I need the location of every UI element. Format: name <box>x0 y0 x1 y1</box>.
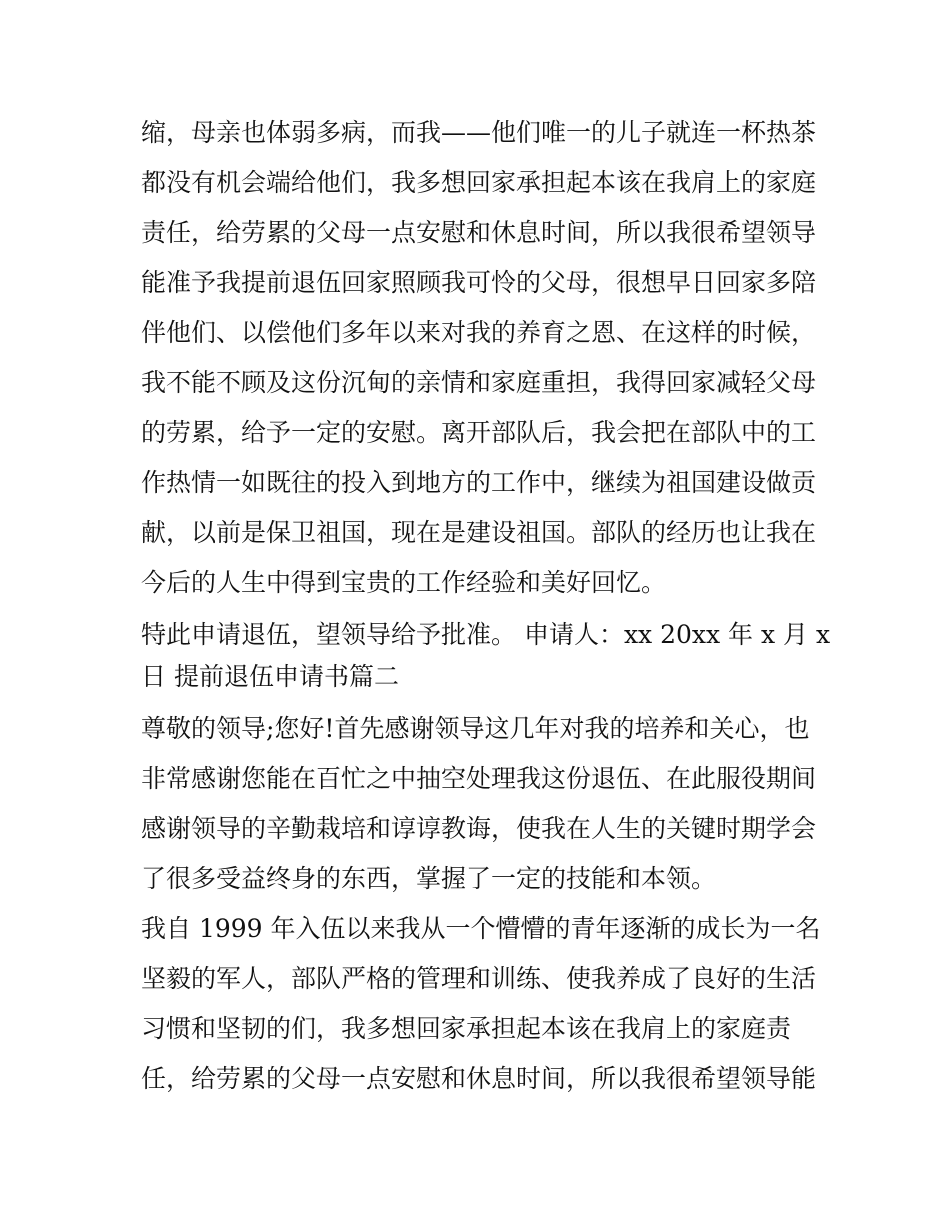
text-line: 非常感谢您能在百忙之中抽空处理我这份退伍、在此服役期间 <box>141 764 817 793</box>
text-line: 尊敬的领导;您好!首先感谢领导这几年对我的培养和关心，也 <box>141 714 810 743</box>
text-line: 的劳累，给予一定的安慰。离开部队后，我会把在部队中的工 <box>141 418 817 447</box>
text-line: 今后的人生中得到宝贵的工作经验和美好回忆。 <box>141 568 667 597</box>
document-body <box>141 108 831 1104</box>
text-line: 责任，给劳累的父母一点安慰和休息时间，所以我很希望领导 <box>141 218 817 247</box>
text-line: 我不能不顾及这份沉甸的亲情和家庭重担，我得回家减轻父母 <box>141 368 817 397</box>
text-line: 都没有机会端给他们，我多想回家承担起本该在我肩上的家庭 <box>141 168 817 197</box>
text-line: 了很多受益终身的东西，掌握了一定的技能和本领。 <box>141 864 717 893</box>
text-line: 习惯和坚韧的们，我多想回家承担起本该在我肩上的家庭责 <box>141 1014 792 1043</box>
text-line: 坚毅的军人，部队严格的管理和训练、使我养成了良好的生活 <box>141 964 817 993</box>
text-line: 任，给劳累的父母一点安慰和休息时间，所以我很希望领导能 <box>141 1064 817 1093</box>
text-line: 缩，母亲也体弱多病，而我——他们唯一的儿子就连一杯热茶 <box>141 118 817 147</box>
text-line: 我自 1999 年入伍以来我从一个懵懵的青年逐渐的成长为一名 <box>141 914 821 943</box>
text-line: 献，以前是保卫祖国，现在是建设祖国。部队的经历也让我在 <box>141 518 817 547</box>
text-line: 作热情一如既往的投入到地方的工作中，继续为祖国建设做贡 <box>141 468 817 497</box>
section-heading: 日 提前退伍申请书篇二 <box>141 662 399 691</box>
text-line: 能准予我提前退伍回家照顾我可怜的父母，很想早日回家多陪 <box>141 268 817 297</box>
text-line: 感谢领导的辛勤栽培和谆谆教诲，使我在人生的关键时期学会 <box>141 814 817 843</box>
text-line: 伴他们、以偿他们多年以来对我的养育之恩、在这样的时候， <box>141 318 817 347</box>
signature-line: 特此申请退伍，望领导给予批准。 申请人：xx 20xx 年 x 月 x <box>141 620 831 649</box>
